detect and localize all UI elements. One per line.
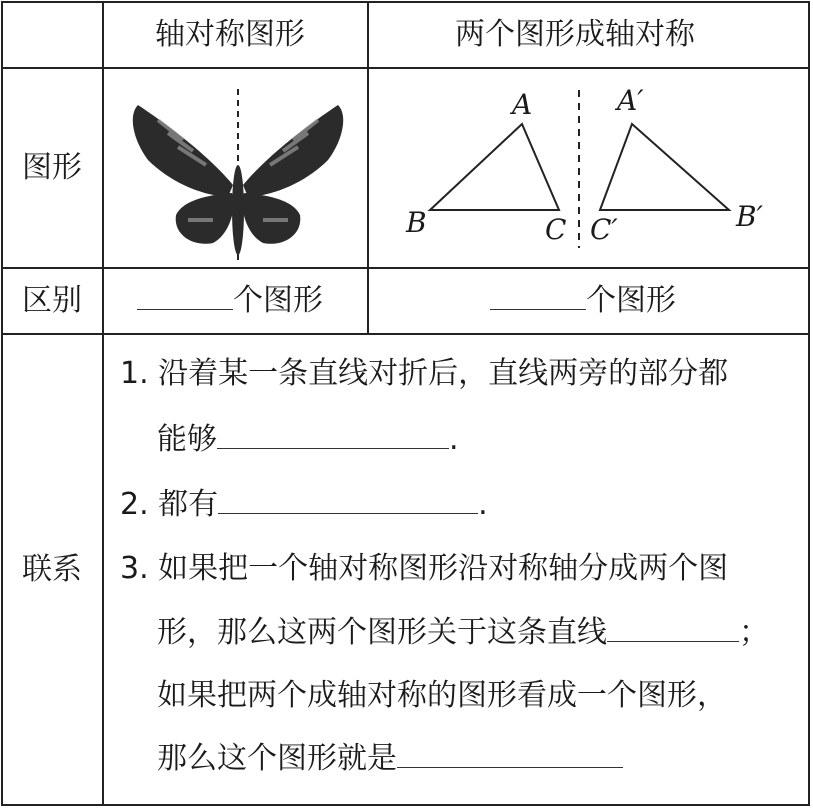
answer-blank[interactable]: [607, 615, 739, 642]
connection-line-2: 能够 .: [157, 422, 459, 457]
row-label-difference: 区别: [22, 283, 82, 318]
row-label-figure: 图形: [22, 150, 82, 185]
connection-line-7: 那么这个图形就是: [157, 741, 623, 777]
label-a-prime: A′: [617, 84, 644, 117]
triangle-abc: [430, 124, 559, 210]
label-a: A: [512, 88, 533, 121]
connection-line-6: 如果把两个成轴对称的图形看成一个图形，: [157, 678, 727, 713]
answer-blank[interactable]: [397, 741, 623, 768]
connection-line-1: 1. 沿着某一条直线对折后，直线两旁的部分都: [120, 356, 729, 391]
butterfly-icon: [128, 85, 348, 265]
connection-line-5: 形，那么这两个图形关于这条直线 ；: [157, 615, 769, 650]
answer-blank[interactable]: [490, 283, 586, 310]
header-axisymmetric-figure: 轴对称图形: [155, 17, 305, 52]
label-b: B: [406, 206, 427, 239]
label-b-prime: B′: [736, 200, 763, 233]
row-label-connection: 联系: [22, 552, 82, 587]
symmetric-triangles-diagram: [372, 78, 802, 268]
connection-line-3: 2. 都有 .: [120, 487, 488, 522]
difference-col2: 个图形: [490, 283, 676, 319]
label-c-prime: C′: [590, 213, 618, 246]
triangle-a1b1c1: [600, 124, 729, 210]
answer-blank[interactable]: [137, 283, 233, 310]
answer-blank[interactable]: [217, 422, 449, 449]
label-c: C: [545, 213, 567, 246]
answer-blank[interactable]: [218, 487, 478, 514]
header-two-figures-symmetric: 两个图形成轴对称: [455, 17, 695, 52]
connection-line-4: 3. 如果把一个轴对称图形沿对称轴分成两个图: [120, 551, 729, 586]
difference-col1: 个图形: [137, 283, 323, 319]
